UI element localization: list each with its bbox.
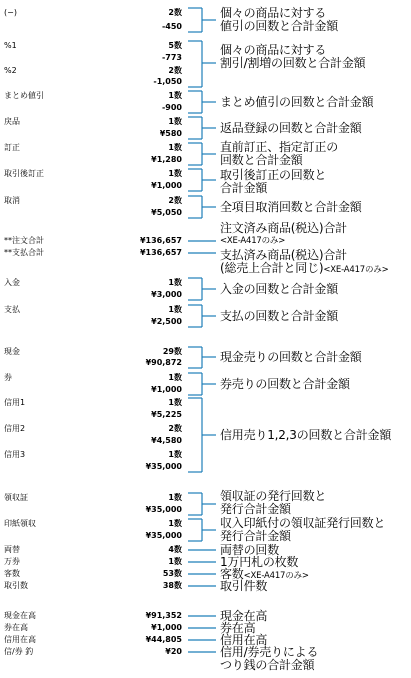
receipt-label: 領収証: [4, 493, 28, 502]
desc-payment-total: 支払済み商品(税込)合計 (総売上合計と同じ)<XE-A417のみ>: [220, 248, 389, 275]
desc-percent: 個々の商品に対する 割引/割増の回数と合計金額: [220, 43, 366, 70]
receipt-count: 1数: [168, 278, 182, 287]
receipt-amount: ¥1,000: [151, 623, 182, 632]
receipt-amount: -900: [161, 103, 182, 112]
receipt-amount: ¥44,805: [145, 635, 182, 644]
receipt-count: 38数: [162, 581, 182, 590]
receipt-label: 現金在高: [4, 611, 36, 620]
receipt-amount: ¥35,000: [145, 462, 182, 471]
receipt-count: 1数: [168, 398, 182, 407]
desc-cancel: 全項目取消回数と合計金額: [220, 200, 362, 214]
receipt-amount: ¥5,225: [151, 410, 182, 419]
desc-order-total: 注文済み商品(税込)合計 <XE-A417のみ>: [220, 221, 347, 246]
desc-total-discount: まとめ値引の回数と合計金額: [220, 95, 374, 109]
receipt-amount: ¥2,500: [151, 317, 182, 326]
receipt-label: 信用2: [4, 424, 26, 433]
receipt-amount: ¥91,352: [145, 611, 182, 620]
receipt-label: 戻品: [4, 117, 20, 126]
receipt-count: 5数: [168, 41, 182, 50]
receipt-count: 2数: [168, 424, 182, 433]
desc-correction: 直前訂正、指定訂正の 回数と合計金額: [220, 140, 339, 167]
receipt-amount: ¥1,000: [151, 385, 182, 394]
receipt-amount: ¥3,000: [151, 290, 182, 299]
receipt-label: 取消: [4, 196, 20, 205]
receipt-amount: ¥580: [159, 129, 182, 138]
receipt-count: 1数: [168, 143, 182, 152]
receipt-label: 券在高: [4, 623, 28, 632]
receipt-label: 両替: [4, 545, 20, 554]
receipt-count: 1数: [168, 373, 182, 382]
desc-deposit: 入金の回数と合計金額: [220, 282, 339, 296]
receipt-label: 信用3: [4, 450, 26, 459]
receipt-count: 1数: [168, 493, 182, 502]
receipt-amount: ¥35,000: [145, 531, 182, 540]
receipt-amount: ¥1,280: [151, 155, 182, 164]
desc-item-discount: 個々の商品に対する 値引の回数と合計金額: [220, 6, 339, 33]
receipt-label: 取引後訂正: [4, 169, 44, 178]
desc-stamp-receipt: 収入印紙付の領収証発行回数と 発行合計金額: [220, 516, 386, 543]
receipt-amount: ¥136,657: [139, 248, 182, 257]
receipt-count: 1数: [168, 117, 182, 126]
receipt-count: 1数: [168, 450, 182, 459]
desc-cash: 現金売りの回数と合計金額: [220, 350, 362, 364]
receipt-label: 入金: [4, 278, 20, 287]
receipt-amount: ¥4,580: [151, 436, 182, 445]
desc-10000-bills: 1万円札の枚数: [220, 555, 299, 569]
desc-credit: 信用売り1,2,3の回数と合計金額: [220, 428, 392, 442]
desc-customers: 客数<XE-A417のみ>: [220, 567, 309, 581]
receipt-amount: ¥20: [165, 647, 182, 656]
desc-cash-in-drawer: 現金在高: [220, 609, 268, 623]
receipt-amount: ¥35,000: [145, 505, 182, 514]
receipt-label: 支払: [4, 305, 20, 314]
receipt-label: 万券: [4, 557, 20, 566]
receipt-label: まとめ値引: [4, 91, 44, 100]
receipt-label: 券: [4, 373, 12, 382]
receipt-count: 2数: [168, 196, 182, 205]
receipt-label: 信用在高: [4, 635, 36, 644]
receipt-label: **支払合計: [4, 248, 44, 257]
receipt-count: 1数: [168, 305, 182, 314]
desc-credit-in-drawer: 信用在高: [220, 633, 268, 647]
receipt-label: %2: [4, 66, 17, 75]
desc-post-correction: 取引後訂正の回数と 合計金額: [220, 168, 327, 195]
receipt-amount: -773: [161, 53, 182, 62]
desc-transactions: 取引件数: [220, 579, 268, 593]
receipt-count: 1数: [168, 557, 182, 566]
receipt-label: %1: [4, 41, 17, 50]
receipt-amount: ¥90,872: [145, 358, 182, 367]
receipt-label: 信用1: [4, 398, 26, 407]
desc-change: 信用/券売りによる つり銭の合計金額: [220, 645, 319, 672]
desc-voucher-in-drawer: 券在高: [220, 621, 256, 635]
receipt-amount: ¥136,657: [139, 236, 182, 245]
desc-receipt: 領収証の発行回数と 発行合計金額: [220, 489, 327, 516]
receipt-count: 29数: [162, 347, 182, 356]
receipt-count: 53数: [162, 569, 182, 578]
receipt-count: 1数: [168, 519, 182, 528]
receipt-label: **注文合計: [4, 236, 44, 245]
receipt-label: 信/券 釣: [4, 647, 34, 656]
desc-return: 返品登録の回数と合計金額: [220, 121, 362, 135]
receipt-amount: ¥5,050: [151, 208, 182, 217]
desc-payout: 支払の回数と合計金額: [220, 309, 339, 323]
receipt-label: 取引数: [4, 581, 28, 590]
receipt-label: (−): [4, 8, 17, 17]
receipt-amount: -450: [161, 22, 182, 31]
desc-exchange: 両替の回数: [220, 543, 280, 557]
receipt-count: 4数: [168, 545, 182, 554]
desc-voucher: 券売りの回数と合計金額: [220, 377, 350, 391]
receipt-count: 2数: [168, 66, 182, 75]
receipt-amount: ¥1,000: [151, 181, 182, 190]
receipt-label: 印紙領収: [4, 519, 36, 528]
receipt-amount: -1,050: [153, 77, 182, 86]
receipt-label: 客数: [4, 569, 20, 578]
receipt-count: 2数: [168, 8, 182, 17]
receipt-count: 1数: [168, 91, 182, 100]
receipt-label: 現金: [4, 347, 20, 356]
receipt-count: 1数: [168, 169, 182, 178]
receipt-label: 訂正: [4, 143, 20, 152]
